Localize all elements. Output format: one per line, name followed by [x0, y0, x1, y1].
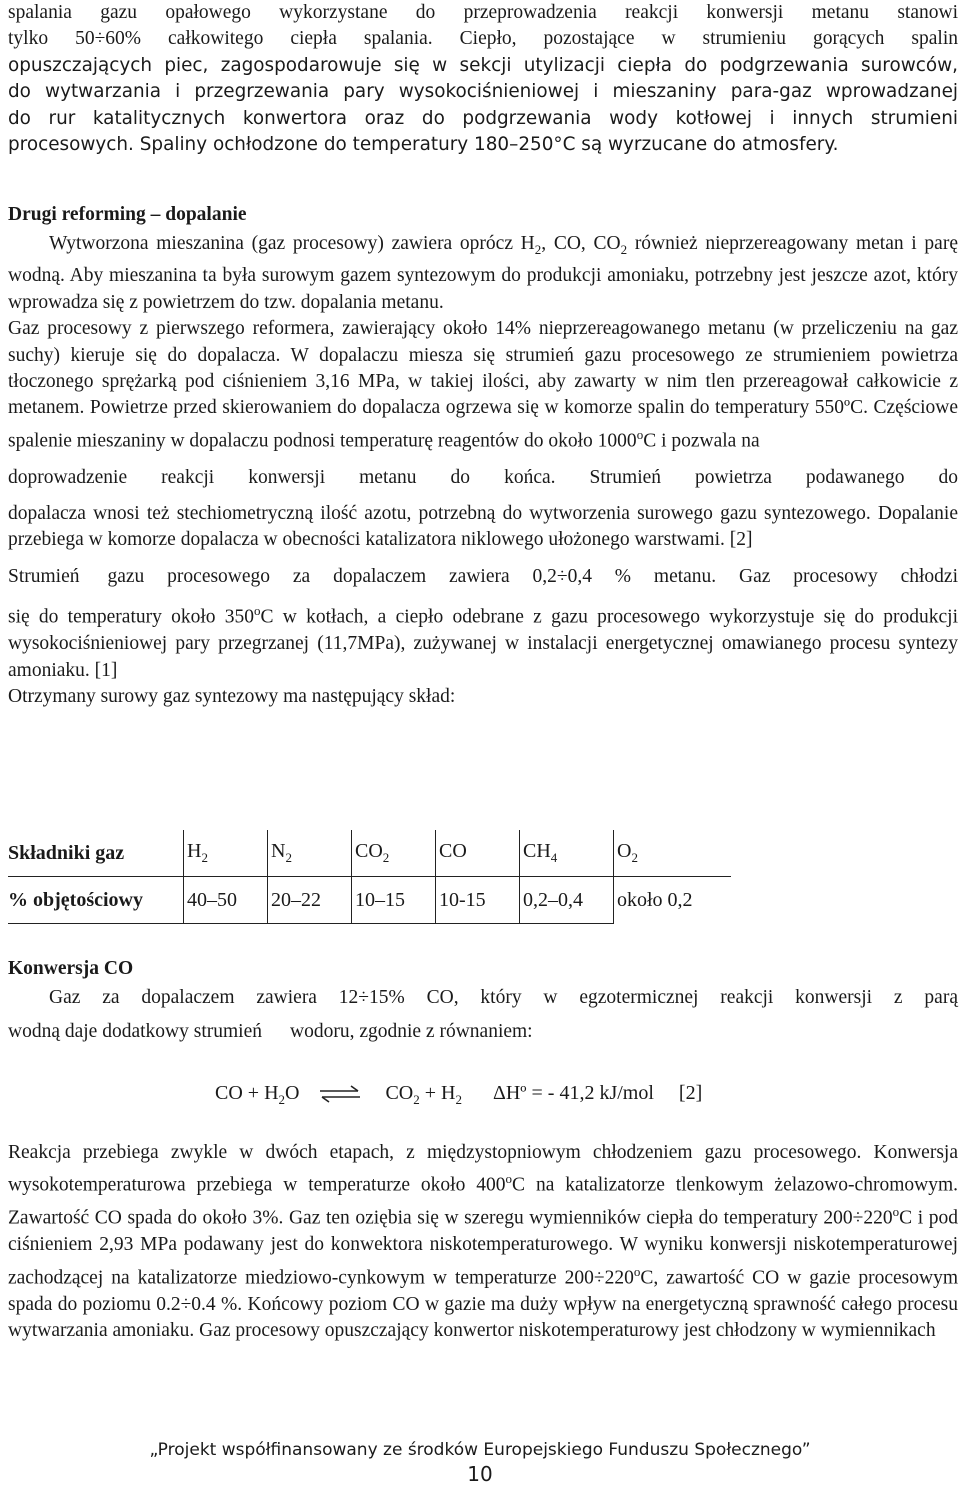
paragraph: Gaz procesowy z pierwszego reformera, zawierający około 14% nieprzereagowanego metanu (w przeliczeniu na gaz suchy) kieruje się do dopalacza. W dopalaczu miesza się strumień gazu procesowego ze strumieniem powietrza tłoczonego sprężarką pod ciśnieniem 3,16 MPa, w takiej ilości, aby zawarty w nim tlen przereagował całkowicie z metanem. Powietrze przed skierowaniem do dopalacza ogrzewa się w komorze spalin do temperatury 550ºC. Częściowe spalenie mieszaniny w dopalaczu podnosi temperaturę reagentów do około 1000$^o$C i pozwala na: [8, 318, 958, 452]
paragraph: się do temperatury około 350$^o$C w kotłach, a ciepło odebrane z gazu procesowego wykorzystuje się do produkcji wysokociśnieniowej pary przegrzanej (11,7MPa), zużywanej w instalacji energetycznej omawianego procesu syntezy amoniaku. [1]: [8, 603, 958, 681]
section-secondary-reforming: [8, 202, 958, 710]
paragraph: dopalacza wnosi też stechiometryczną ilość azotu, potrzebną do wytworzenia surowego gazu syntezowego. Dopalanie przebiega w komorze dopalacza w obecności katalizatora niklowego ułożonego warstwami. [2]: [8, 503, 958, 551]
paragraph: Gaz za dopalaczem zawiera 12÷15% CO, który w egzotermicznej reakcji konwersji z parą: [49, 987, 958, 1008]
text-line: procesowych. Spaliny ochłodzone do temperatury 180–250°C są wyrzucane do atmosfery.: [8, 134, 839, 156]
table-cell: $CH_4$: [520, 830, 614, 877]
text-line: tylko 50÷60% całkowitego ciepła spalania. Ciepło, pozostające w strumieniu gorących spalin: [8, 28, 958, 50]
paragraph-two-stage-conversion: [8, 1140, 958, 1344]
table-cell: $O_2$: [614, 830, 732, 877]
paragraph: Strumień gazu procesowego za dopalaczem zawiera 0,2÷0,4 % metanu. Gaz procesowy chłodzi: [8, 565, 958, 587]
equilibrium-arrows-icon: [318, 1084, 362, 1104]
paragraph-heat-recovery: [8, 0, 958, 158]
paragraph: Otrzymany surowy gaz syntezowy ma następujący skład:: [8, 685, 456, 707]
paragraph: doprowadzenie reakcji konwersji metanu do końca. Strumień powietrza podawanego do: [8, 466, 958, 488]
table-cell: 20–22: [268, 877, 352, 924]
table-row: [8, 877, 731, 924]
table-cell: $N_2$: [268, 830, 352, 877]
page-number: 10: [467, 1462, 493, 1486]
section-heading: Drugi reforming – dopalanie: [8, 204, 247, 225]
paragraph: Reakcja przebiega zwykle w dwóch etapach, z międzystopniowym chłodzeniem gazu procesowego. Konwersja wysokotemperaturowa przebiega w temperaturze około 400$^o$C na katalizatorze tlenkowym żelazowo-chromowym. Zawartość CO spada do około 3%. Gaz ten oziębia się w szeregu wymienników ciepła do temperatury $200\div 220^oC$ i pod ciśnieniem 2,93 MPa podawany jest do konwektora niskotemperaturowego. W wyniku konwersji niskotemperaturowej zachodzącej na katalizatorze miedziowo-cynkowym w temperaturze $200\div 220^oC$, zawartość CO w gazie procesowym spada do poziomu 0.2÷0.4 %. Końcowy poziom CO w gazie ma duży wpływ na energetyczną sprawność całego procesu wytwarzania amoniaku. Gaz procesowy opuszczający konwertor niskotemperaturowy jest chłodzony w wymiennikach: [8, 1142, 958, 1341]
table-header-cell: % objętościowy: [8, 877, 184, 924]
text-line: do wytwarzania i przegrzewania pary wysokociśnieniowej i mieszaniny para-gaz wprowadzanej: [8, 81, 958, 103]
section-heading: Konwersja CO: [8, 958, 134, 979]
table-header-cell: Składniki gaz: [8, 830, 184, 877]
table-cell: 10–15: [352, 877, 436, 924]
table-cell: $H_2$: [184, 830, 268, 877]
paragraph: wodną daje dodatkowy strumień wodoru, zgodnie z równaniem:: [8, 1021, 533, 1043]
table-row: [8, 830, 731, 877]
table-cell: CO: [436, 830, 520, 877]
table-cell: około 0,2: [614, 877, 732, 924]
composition-table: [8, 830, 731, 924]
text-line: spalania gazu opałowego wykorzystane do przeprowadzenia reakcji konwersji metanu stanowi: [8, 2, 958, 23]
text-line: do rur katalitycznych konwertora oraz do podgrzewania wody kotłowej i innych strumieni: [8, 107, 958, 129]
table-cell: 10-15: [436, 877, 520, 924]
table-cell: 40–50: [184, 877, 268, 924]
section-co-conversion: [8, 956, 958, 1046]
footer-note: „Projekt współfinansowany ze środków Europejskiego Funduszu Społecznego”: [149, 1440, 811, 1460]
paragraph: Wytworzona mieszanina (gaz procesowy) zawiera oprócz $H_2$, CO, $CO_2$ również nieprzereagowany metan i parę wodną. Aby mieszanina ta była surowym gazem syntezowym do produkcji amoniaku, potrzebny jest jeszcze azot, który wprowadza się z powietrzem do tzw. dopalania metanu.: [8, 233, 958, 313]
text-line: opuszczających piec, zagospodarowuje się w sekcji utylizacji ciepła do podgrzewania surowców,: [8, 54, 958, 76]
table-cell: $CO_2$: [352, 830, 436, 877]
table-cell: 0,2–0,4: [520, 877, 614, 924]
reaction-equation: CO + $H_2O$ $CO_2 + H_2$ ΔHº = - 41,2 kJ/mol [2]: [215, 1082, 703, 1107]
